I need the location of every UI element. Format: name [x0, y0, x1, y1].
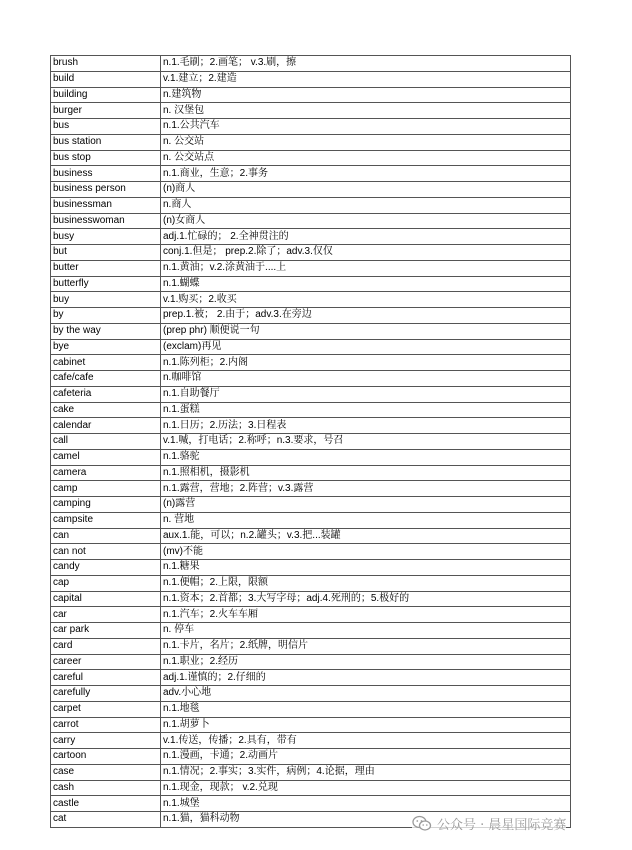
- definition-cell: (mv)不能: [161, 544, 571, 560]
- table-row: [51, 701, 571, 717]
- table-row: [51, 575, 571, 591]
- definition-cell: conj.1.但是； prep.2.除了；adv.3.仅仅: [161, 245, 571, 261]
- word-cell: carry: [51, 733, 161, 749]
- word-cell: busy: [51, 229, 161, 245]
- definition-cell: n.1.情况；2.事实；3.实件，病例；4.论据，理由: [161, 764, 571, 780]
- table-row: [51, 386, 571, 402]
- table-row: [51, 560, 571, 576]
- vocabulary-table: [50, 55, 571, 828]
- word-cell: businessman: [51, 197, 161, 213]
- definition-cell: n.1.骆驼: [161, 449, 571, 465]
- definition-cell: n. 汉堡包: [161, 103, 571, 119]
- table-row: [51, 339, 571, 355]
- word-cell: bus: [51, 119, 161, 135]
- word-cell: campsite: [51, 512, 161, 528]
- word-cell: carpet: [51, 701, 161, 717]
- definition-cell: n.1.地毯: [161, 701, 571, 717]
- word-cell: business: [51, 166, 161, 182]
- word-cell: by: [51, 308, 161, 324]
- definition-cell: n.1.照相机，摄影机: [161, 465, 571, 481]
- table-row: [51, 166, 571, 182]
- definition-cell: aux.1.能，可以；n.2.罐头；v.3.把...装罐: [161, 528, 571, 544]
- table-row: [51, 87, 571, 103]
- definition-cell: n.1.陈列柜；2.内阁: [161, 355, 571, 371]
- word-cell: can: [51, 528, 161, 544]
- table-row: [51, 780, 571, 796]
- table-row: [51, 497, 571, 513]
- table-row: [51, 623, 571, 639]
- word-cell: castle: [51, 796, 161, 812]
- definition-cell: n.1.便帽；2.上限，限额: [161, 575, 571, 591]
- definition-cell: n.1.日历；2.历法；3.日程表: [161, 418, 571, 434]
- word-cell: candy: [51, 560, 161, 576]
- definition-cell: v.1.购买；2.收买: [161, 292, 571, 308]
- word-cell: cash: [51, 780, 161, 796]
- definition-cell: n.1.漫画，卡通；2.动画片: [161, 749, 571, 765]
- word-cell: build: [51, 71, 161, 87]
- word-cell: case: [51, 764, 161, 780]
- word-cell: camp: [51, 481, 161, 497]
- table-row: [51, 56, 571, 72]
- table-row: [51, 528, 571, 544]
- table-row: [51, 686, 571, 702]
- definition-cell: n.1.猫，猫科动物: [161, 812, 571, 828]
- word-cell: butterfly: [51, 276, 161, 292]
- word-cell: careful: [51, 670, 161, 686]
- table-row: [51, 544, 571, 560]
- word-cell: car park: [51, 623, 161, 639]
- table-row: [51, 323, 571, 339]
- watermark-text: 公众号 · 晨星国际竞赛: [437, 817, 567, 833]
- word-cell: camera: [51, 465, 161, 481]
- definition-cell: n.1.露营，营地；2.阵营；v.3.露营: [161, 481, 571, 497]
- table-row: [51, 796, 571, 812]
- word-cell: career: [51, 654, 161, 670]
- word-cell: card: [51, 638, 161, 654]
- table-row: [51, 418, 571, 434]
- table-row: [51, 465, 571, 481]
- table-row: [51, 103, 571, 119]
- definition-cell: n.1.胡萝卜: [161, 717, 571, 733]
- table-row: [51, 182, 571, 198]
- definition-cell: n.1.职业；2.经历: [161, 654, 571, 670]
- table-row: [51, 449, 571, 465]
- definition-cell: adj.1.忙碌的； 2.全神贯注的: [161, 229, 571, 245]
- definition-cell: (prep phr) 顺便说一句: [161, 323, 571, 339]
- word-cell: butter: [51, 260, 161, 276]
- definition-cell: v.1.传送，传播；2.具有，带有: [161, 733, 571, 749]
- table-row: [51, 670, 571, 686]
- definition-cell: n.1.卡片，名片；2.纸牌，明信片: [161, 638, 571, 654]
- table-row: [51, 607, 571, 623]
- definition-cell: n.1.汽车；2.火车车厢: [161, 607, 571, 623]
- word-cell: camel: [51, 449, 161, 465]
- definition-cell: adj.1.谨慎的；2.仔细的: [161, 670, 571, 686]
- definition-cell: n.建筑物: [161, 87, 571, 103]
- table-row: [51, 308, 571, 324]
- word-cell: by the way: [51, 323, 161, 339]
- word-cell: bus station: [51, 134, 161, 150]
- word-cell: businesswoman: [51, 213, 161, 229]
- definition-cell: n.1.糖果: [161, 560, 571, 576]
- word-cell: but: [51, 245, 161, 261]
- definition-cell: n.1.商业，生意；2.事务: [161, 166, 571, 182]
- definition-cell: n.1.资本；2.首都；3.大写字母；adj.4.死刑的；5.极好的: [161, 591, 571, 607]
- table-row: [51, 245, 571, 261]
- table-row: [51, 764, 571, 780]
- definition-cell: (exclam)再见: [161, 339, 571, 355]
- definition-cell: (n)女商人: [161, 213, 571, 229]
- word-cell: building: [51, 87, 161, 103]
- definition-cell: n. 公交站: [161, 134, 571, 150]
- word-cell: bus stop: [51, 150, 161, 166]
- table-row: [51, 591, 571, 607]
- table-row: [51, 434, 571, 450]
- table-row: [51, 150, 571, 166]
- table-row: [51, 638, 571, 654]
- definition-cell: (n)商人: [161, 182, 571, 198]
- vocabulary-table-body: [51, 56, 571, 828]
- word-cell: burger: [51, 103, 161, 119]
- word-cell: brush: [51, 56, 161, 72]
- definition-cell: n.1.自助餐厅: [161, 386, 571, 402]
- definition-cell: prep.1.被； 2.由于；adv.3.在旁边: [161, 308, 571, 324]
- table-row: [51, 355, 571, 371]
- word-cell: cat: [51, 812, 161, 828]
- definition-cell: n.1.蝴蝶: [161, 276, 571, 292]
- table-row: [51, 229, 571, 245]
- word-cell: cap: [51, 575, 161, 591]
- word-cell: cartoon: [51, 749, 161, 765]
- table-row: [51, 402, 571, 418]
- table-row: [51, 654, 571, 670]
- word-cell: cafeteria: [51, 386, 161, 402]
- definition-cell: n.1.毛刷；2.画笔； v.3.刷，擦: [161, 56, 571, 72]
- definition-cell: n.1.公共汽车: [161, 119, 571, 135]
- word-cell: capital: [51, 591, 161, 607]
- table-row: [51, 749, 571, 765]
- table-row: [51, 481, 571, 497]
- word-cell: business person: [51, 182, 161, 198]
- definition-cell: n. 公交站点: [161, 150, 571, 166]
- table-row: [51, 292, 571, 308]
- definition-cell: v.1.喊，打电话；2.称呼；n.3.要求，号召: [161, 434, 571, 450]
- word-cell: can not: [51, 544, 161, 560]
- definition-cell: n.咖啡馆: [161, 371, 571, 387]
- table-row: [51, 119, 571, 135]
- definition-cell: n.1.城堡: [161, 796, 571, 812]
- definition-cell: n.1.现金，现款； v.2.兑现: [161, 780, 571, 796]
- table-row: [51, 371, 571, 387]
- definition-cell: n. 营地: [161, 512, 571, 528]
- table-row: [51, 733, 571, 749]
- table-row: [51, 197, 571, 213]
- table-row: [51, 134, 571, 150]
- word-cell: carefully: [51, 686, 161, 702]
- definition-cell: v.1.建立；2.建造: [161, 71, 571, 87]
- word-cell: buy: [51, 292, 161, 308]
- word-cell: camping: [51, 497, 161, 513]
- word-cell: call: [51, 434, 161, 450]
- word-cell: bye: [51, 339, 161, 355]
- table-row: [51, 213, 571, 229]
- definition-cell: (n)露营: [161, 497, 571, 513]
- word-cell: cafe/cafe: [51, 371, 161, 387]
- table-row: [51, 512, 571, 528]
- definition-cell: n.商人: [161, 197, 571, 213]
- definition-cell: n.1.黄油；v.2.涂黄油于....上: [161, 260, 571, 276]
- table-row: [51, 71, 571, 87]
- word-cell: car: [51, 607, 161, 623]
- table-row: [51, 717, 571, 733]
- table-row: [51, 276, 571, 292]
- word-cell: cake: [51, 402, 161, 418]
- watermark: [412, 812, 566, 834]
- definition-cell: n.1.蛋糕: [161, 402, 571, 418]
- word-cell: carrot: [51, 717, 161, 733]
- wechat-icon: [412, 815, 432, 832]
- table-row: [51, 260, 571, 276]
- definition-cell: adv.小心地: [161, 686, 571, 702]
- definition-cell: n. 停车: [161, 623, 571, 639]
- word-cell: calendar: [51, 418, 161, 434]
- word-cell: cabinet: [51, 355, 161, 371]
